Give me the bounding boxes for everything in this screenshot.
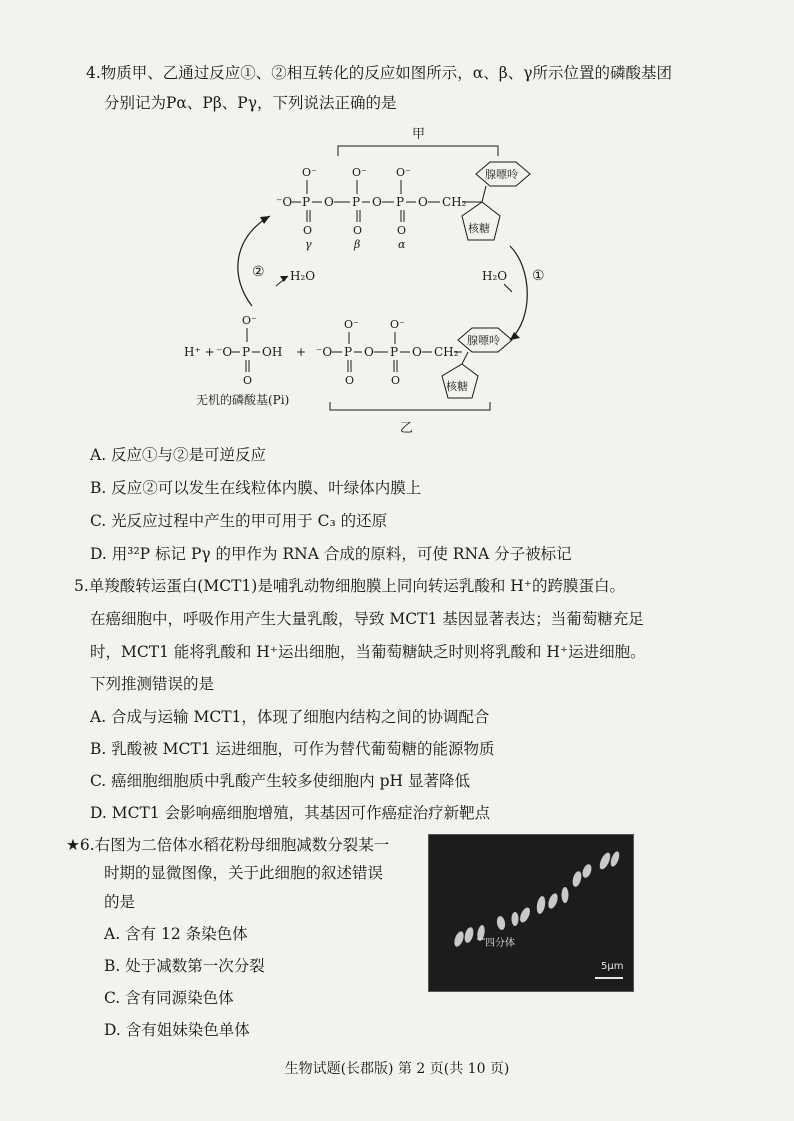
reaction2-label: ② bbox=[252, 264, 265, 280]
top-adenine-label: 腺嘌呤 bbox=[485, 168, 518, 181]
top-o-1: O bbox=[324, 195, 334, 209]
chromosome-blob bbox=[496, 915, 506, 930]
top-neg-o: ⁻O bbox=[276, 195, 293, 209]
q5-option-c: C. 癌细胞细胞质中乳酸产生较多使细胞内 pH 显著降低 bbox=[90, 772, 470, 790]
q6-stem-line3: 的是 bbox=[104, 893, 136, 911]
q6-option-a: A. 含有 12 条染色体 bbox=[104, 925, 248, 943]
bottom-ribose-label: 核糖 bbox=[446, 380, 468, 393]
chromosome-blob bbox=[598, 851, 613, 871]
q4-option-d: D. 用³²P 标记 Pγ 的甲作为 RNA 合成的原料，可使 RNA 分子被标记 bbox=[90, 545, 572, 563]
bottom-p-2: P bbox=[390, 345, 399, 359]
q4-option-c: C. 光反应过程中产生的甲可用于 C₃ 的还原 bbox=[90, 512, 388, 530]
top-o-bottom-2: O bbox=[353, 224, 363, 237]
pi-o-minus: O⁻ bbox=[242, 314, 257, 327]
top-o-minus-2: O⁻ bbox=[352, 166, 367, 179]
chromosome-blob bbox=[453, 930, 466, 948]
chromosome-blob bbox=[609, 850, 621, 867]
top-o-minus-3: O⁻ bbox=[396, 166, 411, 179]
chromosome-blob bbox=[535, 895, 546, 914]
pi-oh: OH bbox=[262, 345, 283, 359]
bottom-neg-o: ⁻O bbox=[316, 345, 333, 359]
top-o-2: O bbox=[372, 195, 382, 209]
q4-figure bbox=[160, 118, 560, 438]
q5-stem-text-1: 单羧酸转运蛋白(MCT1)是哺乳动物细胞膜上同向转运乳酸和 H⁺的跨膜蛋白。 bbox=[88, 577, 625, 595]
pi-p: P bbox=[242, 345, 251, 359]
bottom-p-1: P bbox=[344, 345, 353, 359]
q6-stem-text-1: 右图为二倍体水稻花粉母细胞减数分裂某一 bbox=[94, 836, 390, 854]
h2o-right: H₂O bbox=[482, 269, 508, 283]
alpha-label: α bbox=[398, 238, 406, 251]
top-ribose-label: 核糖 bbox=[468, 222, 490, 235]
yi-bracket bbox=[330, 402, 490, 410]
q4-option-b: B. 反应②可以发生在线粒体内膜、叶绿体内膜上 bbox=[90, 479, 422, 497]
q5-stem-line1 bbox=[74, 575, 625, 597]
bottom-plus: + bbox=[296, 345, 307, 359]
bottom-ch2: CH₂ bbox=[434, 345, 459, 359]
bottom-o-minus-1: O⁻ bbox=[344, 318, 359, 331]
jia-label: 甲 bbox=[412, 127, 426, 142]
yi-label: 乙 bbox=[400, 421, 414, 436]
chromosome-blob bbox=[547, 892, 560, 910]
pi-neg-o: ⁻O bbox=[216, 345, 233, 359]
q5-stem-line3: 时，MCT1 能将乳酸和 H⁺运出细胞，当葡萄糖缺乏时则将乳酸和 H⁺运进细胞。 bbox=[90, 643, 646, 661]
top-ch2: CH₂ bbox=[442, 195, 467, 209]
h-plus: H⁺ + bbox=[184, 345, 215, 359]
bottom-o-minus-2: O⁻ bbox=[390, 318, 405, 331]
pi-caption: 无机的磷酸基(Pi) bbox=[196, 393, 290, 407]
q6-stem-line2: 时期的显微图像，关于此细胞的叙述错误 bbox=[104, 864, 384, 882]
top-o-bottom-3: O bbox=[397, 224, 407, 237]
q5-option-d: D. MCT1 会影响癌细胞增殖，其基因可作癌症治疗新靶点 bbox=[90, 804, 491, 822]
reaction1-label: ① bbox=[532, 268, 545, 284]
tetrad-label: 四分体 bbox=[485, 938, 515, 949]
q4-stem-line1 bbox=[86, 62, 672, 84]
scale-label: 5μm bbox=[601, 961, 624, 972]
top-o-bottom-1: O bbox=[303, 224, 313, 237]
bottom-o-bottom-2: O bbox=[391, 374, 401, 387]
q4-stem-text-1: 物质甲、乙通过反应①、②相互转化的反应如图所示，α、β、γ所示位置的磷酸基团 bbox=[100, 64, 672, 82]
q4-option-a: A. 反应①与②是可逆反应 bbox=[90, 446, 267, 464]
q5-number: 5. bbox=[74, 577, 89, 595]
q6-stem-line1 bbox=[66, 834, 389, 856]
h2o-left: H₂O bbox=[290, 269, 316, 283]
q6-option-d: D. 含有姐妹染色单体 bbox=[104, 1021, 250, 1039]
reaction1-arrow bbox=[510, 246, 527, 340]
bottom-adenine-label: 腺嘌呤 bbox=[467, 334, 500, 347]
reaction2-arrow bbox=[238, 216, 270, 306]
chromosome-blob bbox=[562, 887, 569, 903]
q5-option-b: B. 乳酸被 MCT1 运进细胞，可作为替代葡萄糖的能源物质 bbox=[90, 740, 495, 758]
page-footer: 生物试题(长郡版) 第 2 页(共 10 页) bbox=[284, 1061, 510, 1077]
chromosome-blob bbox=[571, 870, 583, 888]
scale-bar bbox=[595, 977, 623, 979]
bottom-o-2: O bbox=[412, 345, 422, 359]
chromosome-blob bbox=[463, 926, 475, 944]
gamma-label: γ bbox=[305, 238, 312, 251]
top-o-3: O bbox=[418, 195, 428, 209]
bottom-o-1: O bbox=[364, 345, 374, 359]
q5-option-a: A. 合成与运输 MCT1，体现了细胞内结构之间的协调配合 bbox=[90, 708, 490, 726]
q6-option-c: C. 含有同源染色体 bbox=[104, 989, 234, 1007]
beta-label: β bbox=[354, 238, 361, 251]
q5-stem-line2: 在癌细胞中，呼吸作用产生大量乳酸，导致 MCT1 基因显著表达；当葡萄糖充足 bbox=[90, 610, 644, 628]
q6-option-b: B. 处于减数第一次分裂 bbox=[104, 957, 265, 975]
q5-stem-line4: 下列推测错误的是 bbox=[90, 675, 215, 693]
jia-bracket bbox=[338, 146, 498, 156]
top-o-minus-1: O⁻ bbox=[302, 166, 317, 179]
q6-number: 6. bbox=[79, 836, 95, 854]
q4-number: 4. bbox=[86, 64, 101, 82]
top-p-beta: P bbox=[352, 195, 361, 209]
bottom-o-bottom-1: O bbox=[345, 374, 355, 387]
chromosome-blob bbox=[581, 863, 593, 879]
q6-star-icon: ★ bbox=[66, 836, 80, 854]
chromosome-blob bbox=[518, 906, 532, 924]
chromosome-blob bbox=[512, 912, 519, 926]
q4-stem-line2: 分别记为Pα、Pβ、Pγ，下列说法正确的是 bbox=[104, 94, 397, 112]
pi-o-bottom: O bbox=[243, 374, 253, 387]
top-p-alpha: P bbox=[396, 195, 405, 209]
top-p-gamma: P bbox=[302, 195, 311, 209]
micrograph-image bbox=[428, 834, 634, 992]
